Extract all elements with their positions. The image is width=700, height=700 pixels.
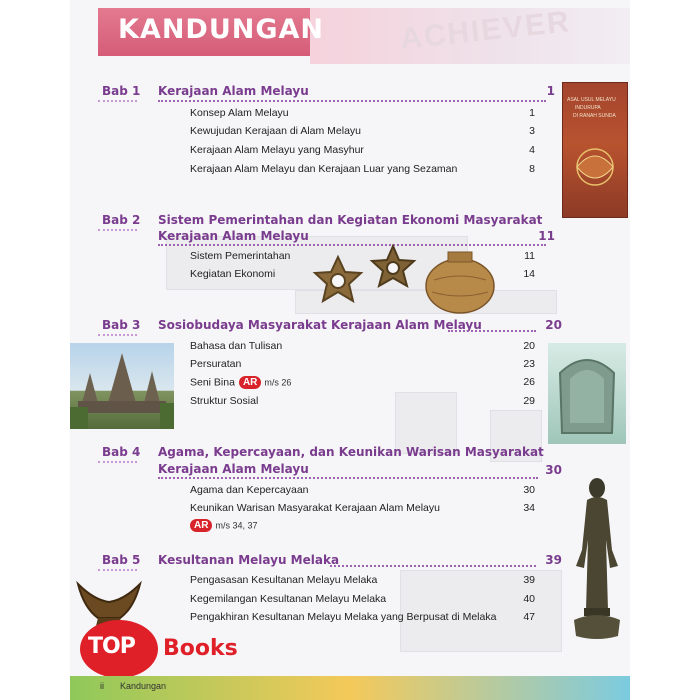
- bronze-statue-image: [566, 470, 628, 650]
- header-strip-text: ACHIEVER: [398, 5, 573, 56]
- section-title[interactable]: Kerajaan Alam Melayu dan Kerajaan Luar yang Sezaman: [190, 163, 458, 175]
- chapter-title[interactable]: Sistem Pemerintahan dan Kegiatan Ekonomi Masyarakat: [158, 213, 543, 227]
- section-page-number: 11: [524, 250, 535, 262]
- chapter-title-line2[interactable]: Kerajaan Alam Melayu: [158, 462, 309, 476]
- chapter-page-number: 1: [546, 84, 555, 98]
- section-title[interactable]: Struktur Sosial: [190, 395, 259, 407]
- section-title[interactable]: Sistem Pemerintahan: [190, 250, 291, 262]
- bronze-ornament-image: [308, 252, 368, 310]
- section-page-number: 8: [529, 163, 535, 175]
- bronze-ornament-image: [366, 242, 420, 294]
- footer-label: Kandungan: [120, 681, 167, 691]
- watermark-logo-text: TOP: [88, 634, 135, 659]
- chapter-page-number: 39: [545, 553, 562, 567]
- chapter-label: Bab 3: [102, 318, 141, 332]
- chapter-title[interactable]: Agama, Kepercayaan, dan Keunikan Warisan Masyarakat: [158, 445, 544, 459]
- section-title[interactable]: Pengasasan Kesultanan Melayu Melaka: [190, 574, 378, 586]
- pottery-jar-image: [424, 244, 496, 316]
- chapter-label: Bab 2: [102, 213, 141, 227]
- section-page-number: 3: [529, 125, 535, 137]
- chapter-label: Bab 4: [102, 445, 141, 459]
- ar-page-ref: m/s 34, 37: [215, 520, 258, 531]
- section-row: [190, 376, 291, 389]
- chapter-leader-dots: [158, 100, 546, 102]
- section-title[interactable]: Kewujudan Kerajaan di Alam Melayu: [190, 125, 362, 137]
- chapter-leader-dots: [330, 565, 536, 567]
- chapter-leader-dots: [158, 477, 538, 479]
- section-page-number: 23: [523, 358, 535, 370]
- watermark-logo-books-text: Books: [163, 636, 238, 661]
- section-title[interactable]: Seni Bina: [190, 376, 235, 389]
- chapter-label-underline: [98, 229, 137, 231]
- page-title: KANDUNGAN: [118, 14, 325, 45]
- section-title[interactable]: Agama dan Kepercayaan: [190, 484, 309, 496]
- temple-silhouette: [70, 343, 174, 429]
- section-page-number: 40: [523, 593, 535, 605]
- chapter-page-number: 30: [545, 463, 562, 477]
- section-page-number: 20: [523, 340, 535, 352]
- section-title[interactable]: Keunikan Warisan Masyarakat Kerajaan Alam Melayu: [190, 502, 440, 514]
- chapter-label-underline: [98, 569, 137, 571]
- section-title[interactable]: Bahasa dan Tulisan: [190, 340, 283, 352]
- section-title[interactable]: Konsep Alam Melayu: [190, 107, 289, 119]
- ar-row: [186, 519, 257, 532]
- book-cover-image: [562, 82, 628, 218]
- section-page-number: 47: [523, 611, 535, 623]
- chapter-label-underline: [98, 334, 137, 336]
- section-title[interactable]: Kerajaan Alam Melayu yang Masyhur: [190, 144, 364, 156]
- stone-relic-shape: [548, 343, 626, 444]
- ar-page-ref: m/s 26: [264, 377, 292, 388]
- section-page-number: 14: [523, 268, 535, 280]
- section-page-number: 4: [529, 144, 535, 156]
- section-page-number: 29: [523, 395, 535, 407]
- chapter-page-number: 20: [545, 318, 562, 332]
- stone-relic-photo: [548, 343, 626, 444]
- chapter-label: Bab 1: [102, 84, 141, 98]
- book-cover-subtitle: DI RANAH SUNDA: [573, 113, 616, 119]
- chapter-title[interactable]: Sosiobudaya Masyarakat Kerajaan Alam Melayu: [158, 318, 482, 332]
- book-cover-ornament: [563, 139, 627, 199]
- section-page-number: 1: [529, 107, 535, 119]
- section-page-number: 30: [523, 484, 535, 496]
- chapter-label-underline: [98, 461, 137, 463]
- chapter-title[interactable]: Kesultanan Melayu Melaka: [158, 553, 340, 567]
- section-page-number: 39: [523, 574, 535, 586]
- section-page-number: 34: [523, 502, 535, 514]
- section-page-number: 26: [523, 376, 535, 388]
- book-cover-title: ASAL USUL MELAYU: [567, 97, 616, 103]
- chapter-page-number: 11: [538, 229, 555, 243]
- footer-page-number: ii: [100, 681, 104, 691]
- section-title[interactable]: Kegemilangan Kesultanan Melayu Melaka: [190, 593, 387, 605]
- chapter-title-line2[interactable]: Kerajaan Alam Melayu: [158, 229, 309, 243]
- chapter-label-underline: [98, 100, 137, 102]
- ar-badge[interactable]: AR: [190, 519, 212, 532]
- section-title[interactable]: Persuratan: [190, 358, 242, 370]
- section-title[interactable]: Pengakhiran Kesultanan Melayu Melaka yang Berpusat di Melaka: [190, 611, 497, 623]
- section-title[interactable]: Kegiatan Ekonomi: [190, 268, 276, 280]
- chapter-label: Bab 5: [102, 553, 141, 567]
- temple-photo: [70, 343, 174, 429]
- book-cover-subtitle: INDURUPA: [575, 105, 601, 111]
- chapter-title[interactable]: Kerajaan Alam Melayu: [158, 84, 309, 98]
- ar-badge[interactable]: AR: [239, 376, 261, 389]
